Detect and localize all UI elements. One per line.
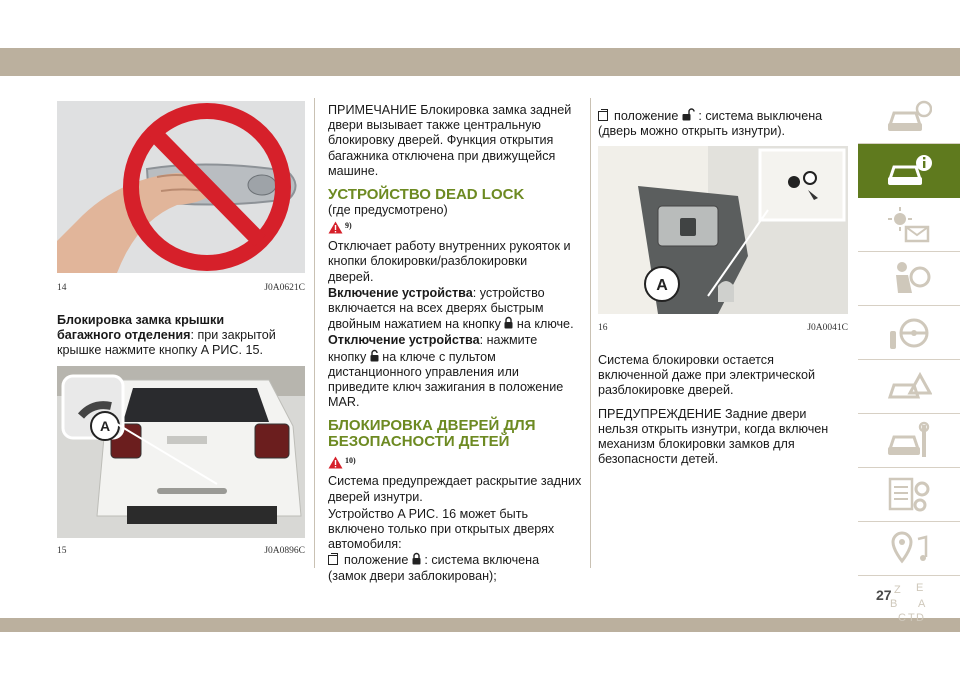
text-line: механизм блокировки замков для: [598, 437, 795, 452]
text-line: дистанционного управления или: [328, 364, 519, 379]
airbag-seat-icon: [886, 259, 932, 299]
figure-15-tailgate: [57, 366, 305, 538]
svg-text:Z: Z: [894, 584, 901, 596]
text-head: положение: [344, 553, 409, 568]
heading-line: БЛОКИРОВКА ДВЕРЕЙ ДЛЯ: [328, 417, 536, 435]
text-head: положение: [614, 109, 679, 123]
chapter-tabs: [858, 90, 960, 630]
car-info-icon: [886, 151, 932, 191]
enable-label: Включение устройства: [328, 285, 473, 300]
dead-lock-heading: УСТРОЙСТВО DEAD LOCK: [328, 186, 525, 204]
text-line: включается на всех дверях быстрым: [328, 301, 544, 316]
text-line: безопасности детей.: [598, 452, 719, 467]
lock-icon: [412, 552, 421, 565]
tab-car-info[interactable]: [858, 144, 960, 198]
trunk-lock-subtitle-2: багажного отделения: [57, 328, 191, 343]
text-line: приведите ключ зажигания в положение: [328, 380, 564, 395]
text-line: дверей.: [328, 269, 374, 284]
trunk-lock-text-tail: : при закрытой: [190, 328, 276, 343]
svg-text:D: D: [916, 612, 924, 624]
note-line: блокировку дверей. Функция открытия: [328, 133, 554, 148]
tab-index[interactable]: [858, 576, 960, 630]
warning-ref-10: [328, 456, 356, 469]
tab-emergency[interactable]: [858, 360, 960, 414]
figure-15-callout: A: [99, 418, 111, 434]
car-wrench-icon: [886, 421, 932, 461]
middle-column: [328, 103, 583, 584]
bottom-band: [0, 618, 960, 632]
text-line: автомобиля:: [328, 537, 402, 552]
note-line: багажника отключена при движущейся: [328, 148, 556, 163]
figure-15-caption: [57, 546, 305, 556]
figure-code: J0A0041C: [807, 323, 848, 333]
car-warning-icon: [886, 97, 932, 137]
text-line: включено только при открытых дверях: [328, 522, 555, 537]
trunk-lock-text: [57, 313, 307, 359]
column-divider: [590, 98, 591, 568]
right-text: [598, 353, 853, 467]
lock-icon: [504, 316, 513, 329]
text-tail: : нажмите: [479, 333, 538, 348]
tab-lights-messages[interactable]: [858, 198, 960, 252]
text-line: MAR.: [328, 395, 360, 410]
heading-line: БЕЗОПАСНОСТИ ДЕТЕЙ: [328, 433, 510, 451]
tab-safety[interactable]: [858, 252, 960, 306]
tab-car-warning[interactable]: [858, 90, 960, 144]
tab-starting-driving[interactable]: [858, 306, 960, 360]
child-lock-heading: [328, 418, 583, 450]
warning-number: 10): [345, 456, 356, 466]
trunk-lock-text-line: крышке нажмите кнопку A РИС. 15.: [57, 343, 264, 358]
text-head: двойным нажатием на кнопку: [328, 317, 501, 332]
text-line: Отключает работу внутренних рукояток и: [328, 239, 571, 254]
note-line: ПРИМЕЧАНИЕ Блокировка замка задней: [328, 103, 572, 117]
position-unlocked: [598, 108, 853, 139]
steering-key-icon: [886, 313, 932, 353]
note-line: машине.: [328, 163, 379, 178]
map-note-icon: [886, 529, 932, 569]
warning-triangle-icon: [328, 456, 343, 469]
top-band: [0, 48, 960, 76]
light-envelope-icon: [886, 205, 932, 245]
text-line: (замок двери заблокирован);: [328, 568, 497, 583]
note-paragraph: [328, 103, 583, 179]
svg-text:B: B: [890, 598, 898, 610]
text-tail: на ключе с пультом: [382, 349, 496, 364]
index-letters-icon: [886, 581, 932, 625]
child-lock-description: [328, 474, 583, 504]
tab-multimedia[interactable]: [858, 522, 960, 576]
svg-text:T: T: [908, 612, 915, 624]
warning-ref-9: [328, 221, 352, 234]
text-line: Система предупреждает раскрытие задних: [328, 474, 582, 489]
warning-triangle-icon: [328, 221, 343, 234]
note-line: двери вызывает также центральную: [328, 118, 541, 133]
figure-number: 16: [598, 323, 608, 333]
trunk-lock-subtitle: Блокировка замка крышки: [57, 313, 225, 327]
unlock-icon: [682, 108, 695, 121]
child-lock-device: [328, 507, 583, 553]
text-line: ПРЕДУПРЕЖДЕНИЕ Задние двери: [598, 406, 807, 421]
svg-text:C: C: [898, 612, 906, 624]
page-number: 27: [876, 587, 892, 603]
text-tail: : устройство: [472, 285, 545, 300]
figure-14-door-handle: [57, 101, 305, 273]
dead-lock-disable: [328, 333, 583, 410]
figure-16-caption: [598, 323, 848, 333]
figure-code: J0A0621C: [264, 283, 305, 293]
warning-number: 9): [345, 221, 352, 231]
figure-14-caption: [57, 283, 305, 293]
text-line: нельзя открыть изнутри, когда включен: [598, 421, 829, 436]
warning-car-icon: [886, 367, 932, 407]
tab-technical-data[interactable]: [858, 468, 960, 522]
text-tail: на ключе.: [516, 317, 574, 332]
figure-16-child-lock: [598, 146, 848, 314]
svg-text:A: A: [918, 598, 926, 610]
dead-lock-subheading: (где предусмотрено): [328, 203, 448, 218]
unlock-icon: [370, 349, 379, 362]
figure-code: J0A0896C: [264, 546, 305, 556]
text-line: дверей изнутри.: [328, 489, 423, 504]
checkbox-bullet-icon: [328, 555, 338, 565]
checkbox-bullet-icon: [598, 111, 608, 121]
text-tail: : система включена: [424, 553, 540, 568]
figure-16-callout: A: [656, 277, 668, 294]
text-head: кнопку: [328, 349, 367, 364]
text-tail: : система выключена: [698, 109, 823, 123]
figure-number: 15: [57, 546, 67, 556]
text-line: Система блокировки остается: [598, 353, 774, 367]
tab-maintenance[interactable]: [858, 414, 960, 468]
svg-text:E: E: [916, 582, 924, 594]
position-locked: [328, 552, 583, 583]
column-divider: [314, 98, 315, 568]
disable-label: Отключение устройства: [328, 333, 480, 348]
text-line: включенной даже при электрической: [598, 368, 816, 383]
text-line: (дверь можно открыть изнутри).: [598, 124, 786, 139]
dead-lock-description: [328, 239, 583, 285]
list-gears-icon: [886, 475, 932, 515]
dead-lock-enable: [328, 286, 583, 333]
text-line: кнопки блокировки/разблокировки: [328, 254, 528, 269]
text-line: разблокировке дверей.: [598, 383, 734, 398]
text-line: Устройство A РИС. 16 может быть: [328, 506, 529, 521]
figure-number: 14: [57, 283, 67, 293]
